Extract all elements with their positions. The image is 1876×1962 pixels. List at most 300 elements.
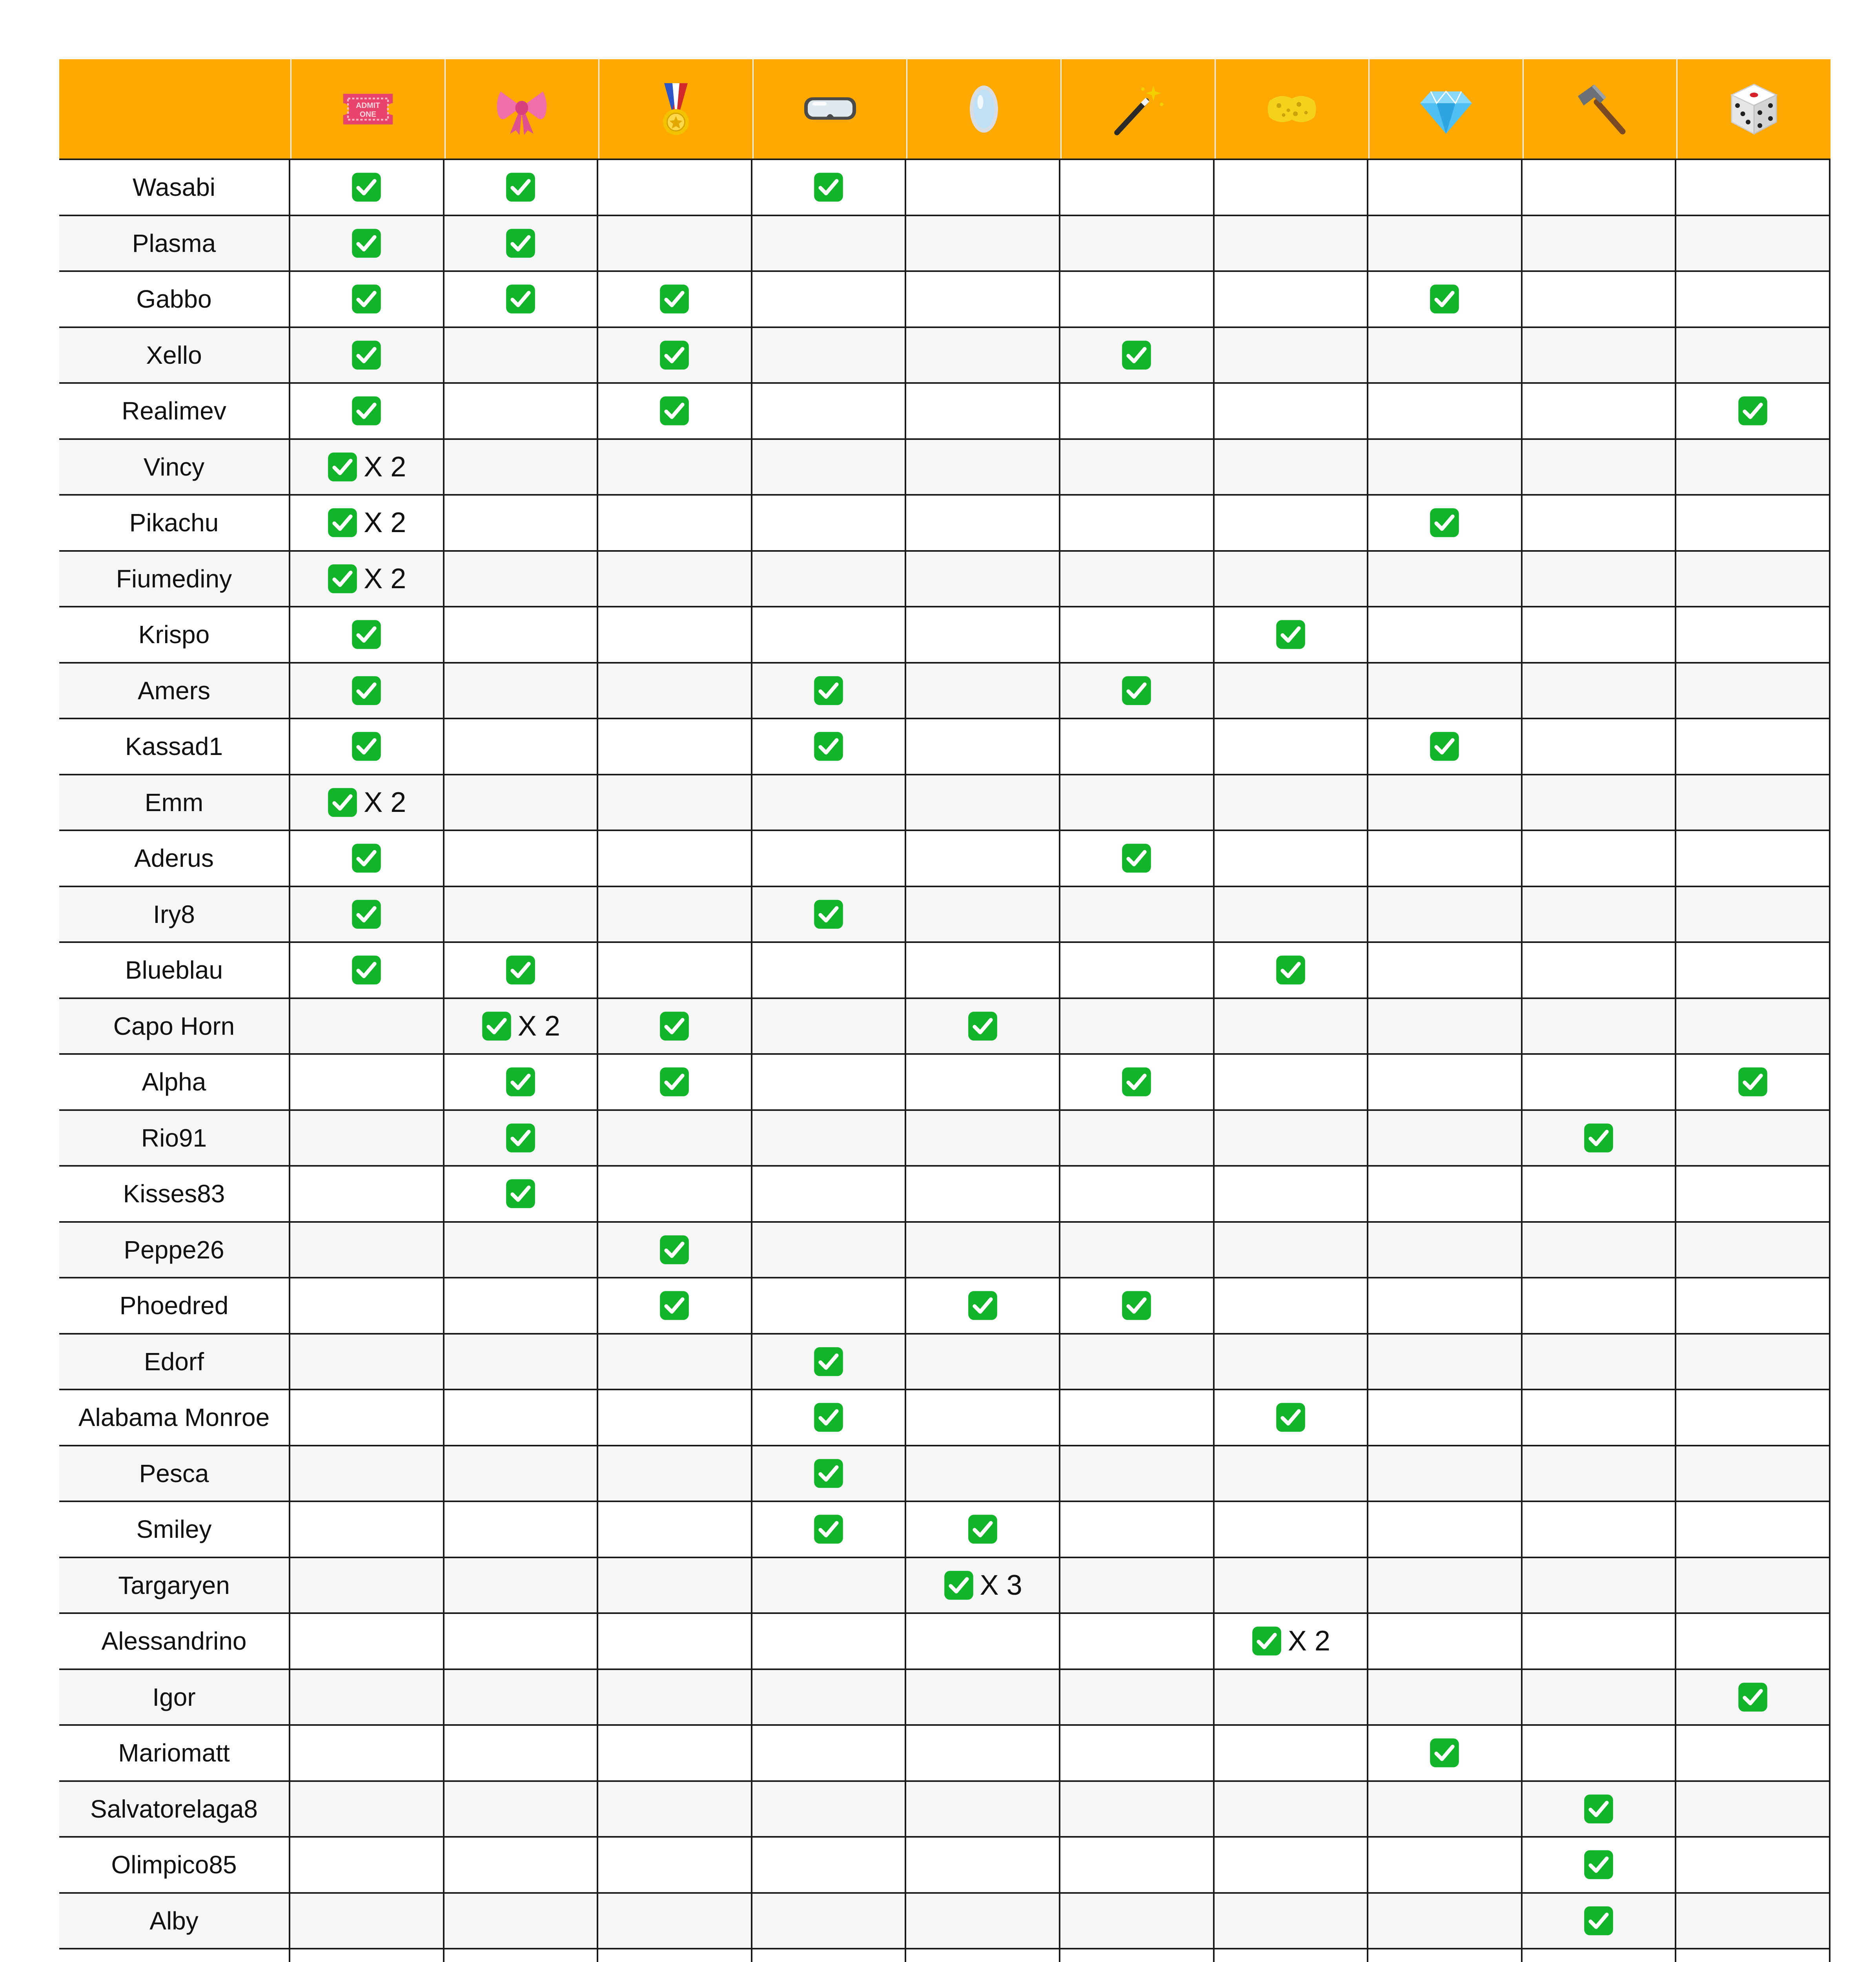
table-row: [59, 997, 1830, 1054]
award-cell: [1368, 1558, 1523, 1613]
check-mark-icon: [659, 339, 690, 371]
award-cell: [1215, 831, 1369, 886]
award-cell: [598, 1670, 752, 1725]
award-cell: [598, 1782, 752, 1836]
award-cell: [906, 1278, 1060, 1333]
check-mark-icon: [505, 1122, 536, 1154]
table-row: [59, 1221, 1830, 1277]
check-mark-icon: [659, 1234, 690, 1265]
header-corner-cell: [59, 59, 290, 159]
award-cell: [1060, 1894, 1215, 1948]
award-cell: [1523, 887, 1677, 942]
award-cell: [290, 1614, 444, 1668]
award-cell: [1368, 1949, 1523, 1962]
award-cell: [444, 664, 599, 718]
check-mark-icon: [351, 731, 382, 762]
award-cell: [906, 1446, 1060, 1501]
award-cell: [1523, 496, 1677, 550]
check-mark-icon: [1121, 842, 1152, 874]
award-cell: [1523, 831, 1677, 886]
award-cell: [598, 1167, 752, 1221]
award-cell: [752, 775, 907, 830]
award-cell: [1060, 999, 1215, 1054]
check-mark-icon: [1429, 507, 1460, 538]
award-mark: [351, 339, 382, 371]
check-mark-icon: [1429, 283, 1460, 315]
gem-stone-icon: [1417, 80, 1475, 139]
award-cell: [1368, 1894, 1523, 1948]
award-cell: [290, 1502, 444, 1557]
award-mark: [659, 283, 690, 315]
mirror-icon: [954, 80, 1013, 139]
award-cell: [1060, 1390, 1215, 1445]
award-mark: [351, 731, 382, 762]
award-cell: [290, 1949, 444, 1962]
award-cell: [1060, 1278, 1215, 1333]
award-cell: [598, 1335, 752, 1389]
award-cell: [906, 887, 1060, 942]
award-cell: [906, 1390, 1060, 1445]
award-cell: [752, 1390, 907, 1445]
award-cell: [1676, 1726, 1830, 1780]
award-cell: [752, 1894, 907, 1948]
award-cell: [752, 216, 907, 271]
award-cell: [444, 1167, 599, 1221]
award-cell: [290, 1670, 444, 1725]
award-cell: [290, 1167, 444, 1221]
award-mark: [967, 1290, 998, 1321]
award-cell: [1060, 1167, 1215, 1221]
award-cell: [1523, 1390, 1677, 1445]
award-mark: [1275, 619, 1306, 650]
award-cell: [906, 831, 1060, 886]
award-cell: [598, 1558, 752, 1613]
table-row: [59, 1668, 1830, 1725]
award-cell: [1060, 664, 1215, 718]
award-cell: [906, 328, 1060, 383]
check-mark-icon: [327, 451, 358, 483]
player-name: Olimpico85: [59, 1838, 290, 1892]
award-cell: [1060, 1223, 1215, 1277]
award-cell: [598, 440, 752, 494]
award-mark: [659, 1066, 690, 1098]
award-cell: [1523, 999, 1677, 1054]
award-cell: [906, 775, 1060, 830]
award-count: X 3: [980, 1569, 1022, 1601]
header-cell-die: [1676, 59, 1830, 159]
award-mark: [1583, 1849, 1614, 1880]
award-mark: [327, 507, 406, 539]
award-cell: [444, 831, 599, 886]
award-cell: [906, 440, 1060, 494]
award-cell: [1060, 552, 1215, 606]
award-cell: [1215, 607, 1369, 662]
award-mark: [1429, 1737, 1460, 1769]
award-cell: [752, 1670, 907, 1725]
award-cell: [1368, 1055, 1523, 1109]
award-cell: [290, 775, 444, 830]
table-row: [59, 1333, 1830, 1389]
award-cell: [1368, 272, 1523, 326]
check-mark-icon: [1583, 1849, 1614, 1880]
award-cell: [1215, 1726, 1369, 1780]
award-cell: [906, 1838, 1060, 1892]
award-cell: [598, 1949, 752, 1962]
award-cell: [1368, 1614, 1523, 1668]
award-mark: [813, 171, 844, 203]
player-name: Alabama Monroe: [59, 1390, 290, 1445]
check-mark-icon: [813, 171, 844, 203]
award-cell: [1368, 1223, 1523, 1277]
award-cell: [1060, 160, 1215, 215]
magic-wand-icon: [1109, 80, 1167, 139]
game-die-icon: [1725, 80, 1783, 139]
award-cell: [752, 1446, 907, 1501]
award-cell: [1523, 664, 1677, 718]
award-mark: [1121, 842, 1152, 874]
award-cell: [290, 831, 444, 886]
award-cell: [598, 1111, 752, 1165]
table-row: [59, 718, 1830, 774]
award-mark: [327, 786, 406, 819]
award-cell: [906, 1726, 1060, 1780]
award-cell: [598, 1223, 752, 1277]
check-mark-icon: [351, 395, 382, 427]
award-mark: [1275, 954, 1306, 986]
check-mark-icon: [967, 1513, 998, 1545]
award-cell: [444, 328, 599, 383]
award-mark: [1251, 1625, 1330, 1657]
award-cell: [598, 160, 752, 215]
award-cell: [906, 1502, 1060, 1557]
award-cell: [444, 1614, 599, 1668]
award-cell: [752, 1558, 907, 1613]
award-cell: [1215, 999, 1369, 1054]
award-cell: [1676, 1670, 1830, 1725]
check-mark-icon: [351, 619, 382, 650]
award-cell: [444, 552, 599, 606]
award-cell: [444, 1670, 599, 1725]
hammer-icon: [1571, 80, 1630, 139]
header-cell-gem: [1368, 59, 1523, 159]
award-cell: [1368, 1726, 1523, 1780]
award-cell: [598, 328, 752, 383]
award-cell: [1215, 775, 1369, 830]
check-mark-icon: [505, 171, 536, 203]
award-cell: [598, 1838, 752, 1892]
award-cell: [1060, 719, 1215, 774]
award-mark: [351, 954, 382, 986]
award-cell: [1523, 160, 1677, 215]
award-cell: [906, 496, 1060, 550]
check-mark-icon: [1429, 731, 1460, 762]
check-mark-icon: [351, 954, 382, 986]
award-cell: [444, 1278, 599, 1333]
award-cell: [1676, 1838, 1830, 1892]
player-name: Amers: [59, 664, 290, 718]
award-mark: [967, 1010, 998, 1042]
check-mark-icon: [351, 339, 382, 371]
table-row: [59, 1501, 1830, 1557]
award-cell: [290, 943, 444, 997]
award-mark: [659, 1290, 690, 1321]
award-cell: [598, 719, 752, 774]
award-cell: [598, 999, 752, 1054]
table-row: [59, 1892, 1830, 1948]
player-name: Xello: [59, 328, 290, 383]
award-count: X 2: [517, 1010, 560, 1042]
award-cell: [290, 552, 444, 606]
award-cell: [906, 1335, 1060, 1389]
award-cell: [1060, 1502, 1215, 1557]
table-row: [59, 1053, 1830, 1109]
award-cell: [1368, 496, 1523, 550]
award-cell: [290, 607, 444, 662]
award-cell: [444, 1949, 599, 1962]
check-mark-icon: [1583, 1905, 1614, 1936]
check-mark-icon: [813, 1402, 844, 1433]
award-cell: [1676, 328, 1830, 383]
award-cell: [290, 719, 444, 774]
award-cell: [906, 1782, 1060, 1836]
check-mark-icon: [1737, 1681, 1769, 1713]
award-mark: [1429, 507, 1460, 538]
award-mark: [505, 171, 536, 203]
award-cell: [752, 1111, 907, 1165]
award-cell: [1676, 1223, 1830, 1277]
table-row: [59, 1836, 1830, 1892]
award-cell: [1060, 384, 1215, 438]
check-mark-icon: [813, 1513, 844, 1545]
award-cell: [290, 1111, 444, 1165]
award-cell: [1215, 1390, 1369, 1445]
player-name: Alby: [59, 1894, 290, 1948]
table-row: [59, 215, 1830, 271]
award-cell: [444, 607, 599, 662]
award-cell: [906, 1055, 1060, 1109]
award-cell: [906, 1894, 1060, 1948]
award-cell: [1060, 1614, 1215, 1668]
award-mark: [1121, 339, 1152, 371]
award-cell: [752, 887, 907, 942]
award-cell: [752, 272, 907, 326]
award-cell: [598, 1446, 752, 1501]
table-row: [59, 941, 1830, 997]
award-cell: [1368, 440, 1523, 494]
check-mark-icon: [351, 675, 382, 706]
award-cell: [444, 1558, 599, 1613]
award-cell: [1676, 999, 1830, 1054]
player-name: Aderus: [59, 831, 290, 886]
player-name: Alessandrino: [59, 1614, 290, 1668]
award-cell: [1676, 1446, 1830, 1501]
award-cell: [1368, 1167, 1523, 1221]
award-cell: [906, 999, 1060, 1054]
award-cell: [752, 999, 907, 1054]
award-cell: [1060, 1558, 1215, 1613]
award-cell: [906, 160, 1060, 215]
player-name: [59, 1949, 290, 1962]
award-cell: [1060, 1335, 1215, 1389]
award-cell: [290, 1055, 444, 1109]
award-cell: [444, 943, 599, 997]
award-mark: [943, 1569, 1022, 1601]
award-cell: [1215, 1614, 1369, 1668]
award-cell: [752, 552, 907, 606]
award-mark: [351, 619, 382, 650]
award-cell: [1215, 1949, 1369, 1962]
player-name: Wasabi: [59, 160, 290, 215]
award-cell: [1060, 1055, 1215, 1109]
award-cell: [1368, 1111, 1523, 1165]
award-cell: [290, 999, 444, 1054]
award-cell: [1060, 1726, 1215, 1780]
award-cell: [290, 216, 444, 271]
table-row: [59, 1780, 1830, 1836]
player-name: Emm: [59, 775, 290, 830]
check-mark-icon: [505, 283, 536, 315]
award-mark: [813, 899, 844, 930]
award-mark: [659, 395, 690, 427]
table-row: [59, 1277, 1830, 1333]
table-row: [59, 1165, 1830, 1221]
svg-text:ADMIT: ADMIT: [355, 101, 380, 110]
award-cell: [1368, 552, 1523, 606]
award-cell: [444, 1335, 599, 1389]
award-mark: [659, 1010, 690, 1042]
check-mark-icon: [505, 954, 536, 986]
table-row: [59, 438, 1830, 494]
table-row: [59, 159, 1830, 215]
award-cell: [598, 1390, 752, 1445]
award-cell: [1676, 440, 1830, 494]
player-name: Smiley: [59, 1502, 290, 1557]
award-cell: [1215, 719, 1369, 774]
award-mark: [1583, 1905, 1614, 1936]
check-mark-icon: [943, 1570, 974, 1601]
award-cell: [598, 664, 752, 718]
award-cell: [1523, 1670, 1677, 1725]
award-cell: [1523, 552, 1677, 606]
award-cell: [1676, 719, 1830, 774]
award-cell: [1215, 943, 1369, 997]
check-mark-icon: [1275, 619, 1306, 650]
table-row: [59, 774, 1830, 830]
check-mark-icon: [1737, 395, 1769, 427]
award-cell: [1060, 1838, 1215, 1892]
award-cell: [444, 1446, 599, 1501]
award-mark: [327, 451, 406, 483]
award-cell: [1215, 1558, 1369, 1613]
award-cell: [1523, 1446, 1677, 1501]
award-cell: [1368, 1446, 1523, 1501]
award-cell: [1060, 943, 1215, 997]
award-cell: [1060, 1949, 1215, 1962]
award-mark: [659, 1234, 690, 1265]
award-count: X 2: [364, 563, 406, 594]
award-cell: [1060, 1782, 1215, 1836]
award-cell: [1215, 1838, 1369, 1892]
award-cell: [1676, 1335, 1830, 1389]
award-cell: [290, 1838, 444, 1892]
award-cell: [752, 1278, 907, 1333]
award-cell: [290, 328, 444, 383]
award-cell: [1523, 216, 1677, 271]
award-cell: [1523, 272, 1677, 326]
check-mark-icon: [1121, 1066, 1152, 1098]
award-cell: [444, 1782, 599, 1836]
award-cell: [290, 1223, 444, 1277]
award-cell: [752, 384, 907, 438]
award-cell: [290, 1446, 444, 1501]
award-cell: [1523, 328, 1677, 383]
award-cell: [1215, 160, 1369, 215]
award-cell: [1523, 1614, 1677, 1668]
player-name: Iry8: [59, 887, 290, 942]
player-name: Targaryen: [59, 1558, 290, 1613]
award-cell: [1523, 1894, 1677, 1948]
award-cell: [752, 1502, 907, 1557]
award-cell: [1676, 887, 1830, 942]
award-cell: [1368, 999, 1523, 1054]
award-cell: [1523, 440, 1677, 494]
award-cell: [1368, 887, 1523, 942]
check-mark-icon: [813, 1346, 844, 1377]
award-cell: [1523, 1055, 1677, 1109]
award-mark: [505, 1178, 536, 1209]
award-cell: [444, 440, 599, 494]
award-cell: [1060, 1111, 1215, 1165]
award-cell: [906, 1949, 1060, 1962]
award-cell: [1060, 328, 1215, 383]
award-cell: [1523, 1335, 1677, 1389]
award-cell: [1215, 1278, 1369, 1333]
award-count: X 2: [364, 507, 406, 539]
table-row: [59, 382, 1830, 438]
check-mark-icon: [659, 1290, 690, 1321]
award-cell: [598, 607, 752, 662]
award-cell: [752, 440, 907, 494]
player-name: Pikachu: [59, 496, 290, 550]
award-cell: [1368, 719, 1523, 774]
award-cell: [1523, 943, 1677, 997]
svg-text:ONE: ONE: [359, 110, 376, 119]
player-name: Gabbo: [59, 272, 290, 326]
award-cell: [444, 999, 599, 1054]
award-mark: [351, 675, 382, 706]
award-cell: [1215, 1446, 1369, 1501]
award-cell: [1215, 272, 1369, 326]
award-mark: [1429, 283, 1460, 315]
award-cell: [906, 1223, 1060, 1277]
award-mark: [505, 228, 536, 259]
award-cell: [290, 1894, 444, 1948]
table-row: [59, 1109, 1830, 1165]
award-cell: [290, 1726, 444, 1780]
check-mark-icon: [505, 1178, 536, 1209]
award-cell: [598, 496, 752, 550]
award-cell: [598, 384, 752, 438]
award-cell: [1215, 1782, 1369, 1836]
award-cell: [752, 1167, 907, 1221]
award-cell: [444, 887, 599, 942]
award-cell: [1368, 1335, 1523, 1389]
award-cell: [1676, 1949, 1830, 1962]
table-row: [59, 550, 1830, 606]
table-row: [59, 1724, 1830, 1780]
award-count: X 2: [364, 786, 406, 818]
award-cell: [1368, 943, 1523, 997]
